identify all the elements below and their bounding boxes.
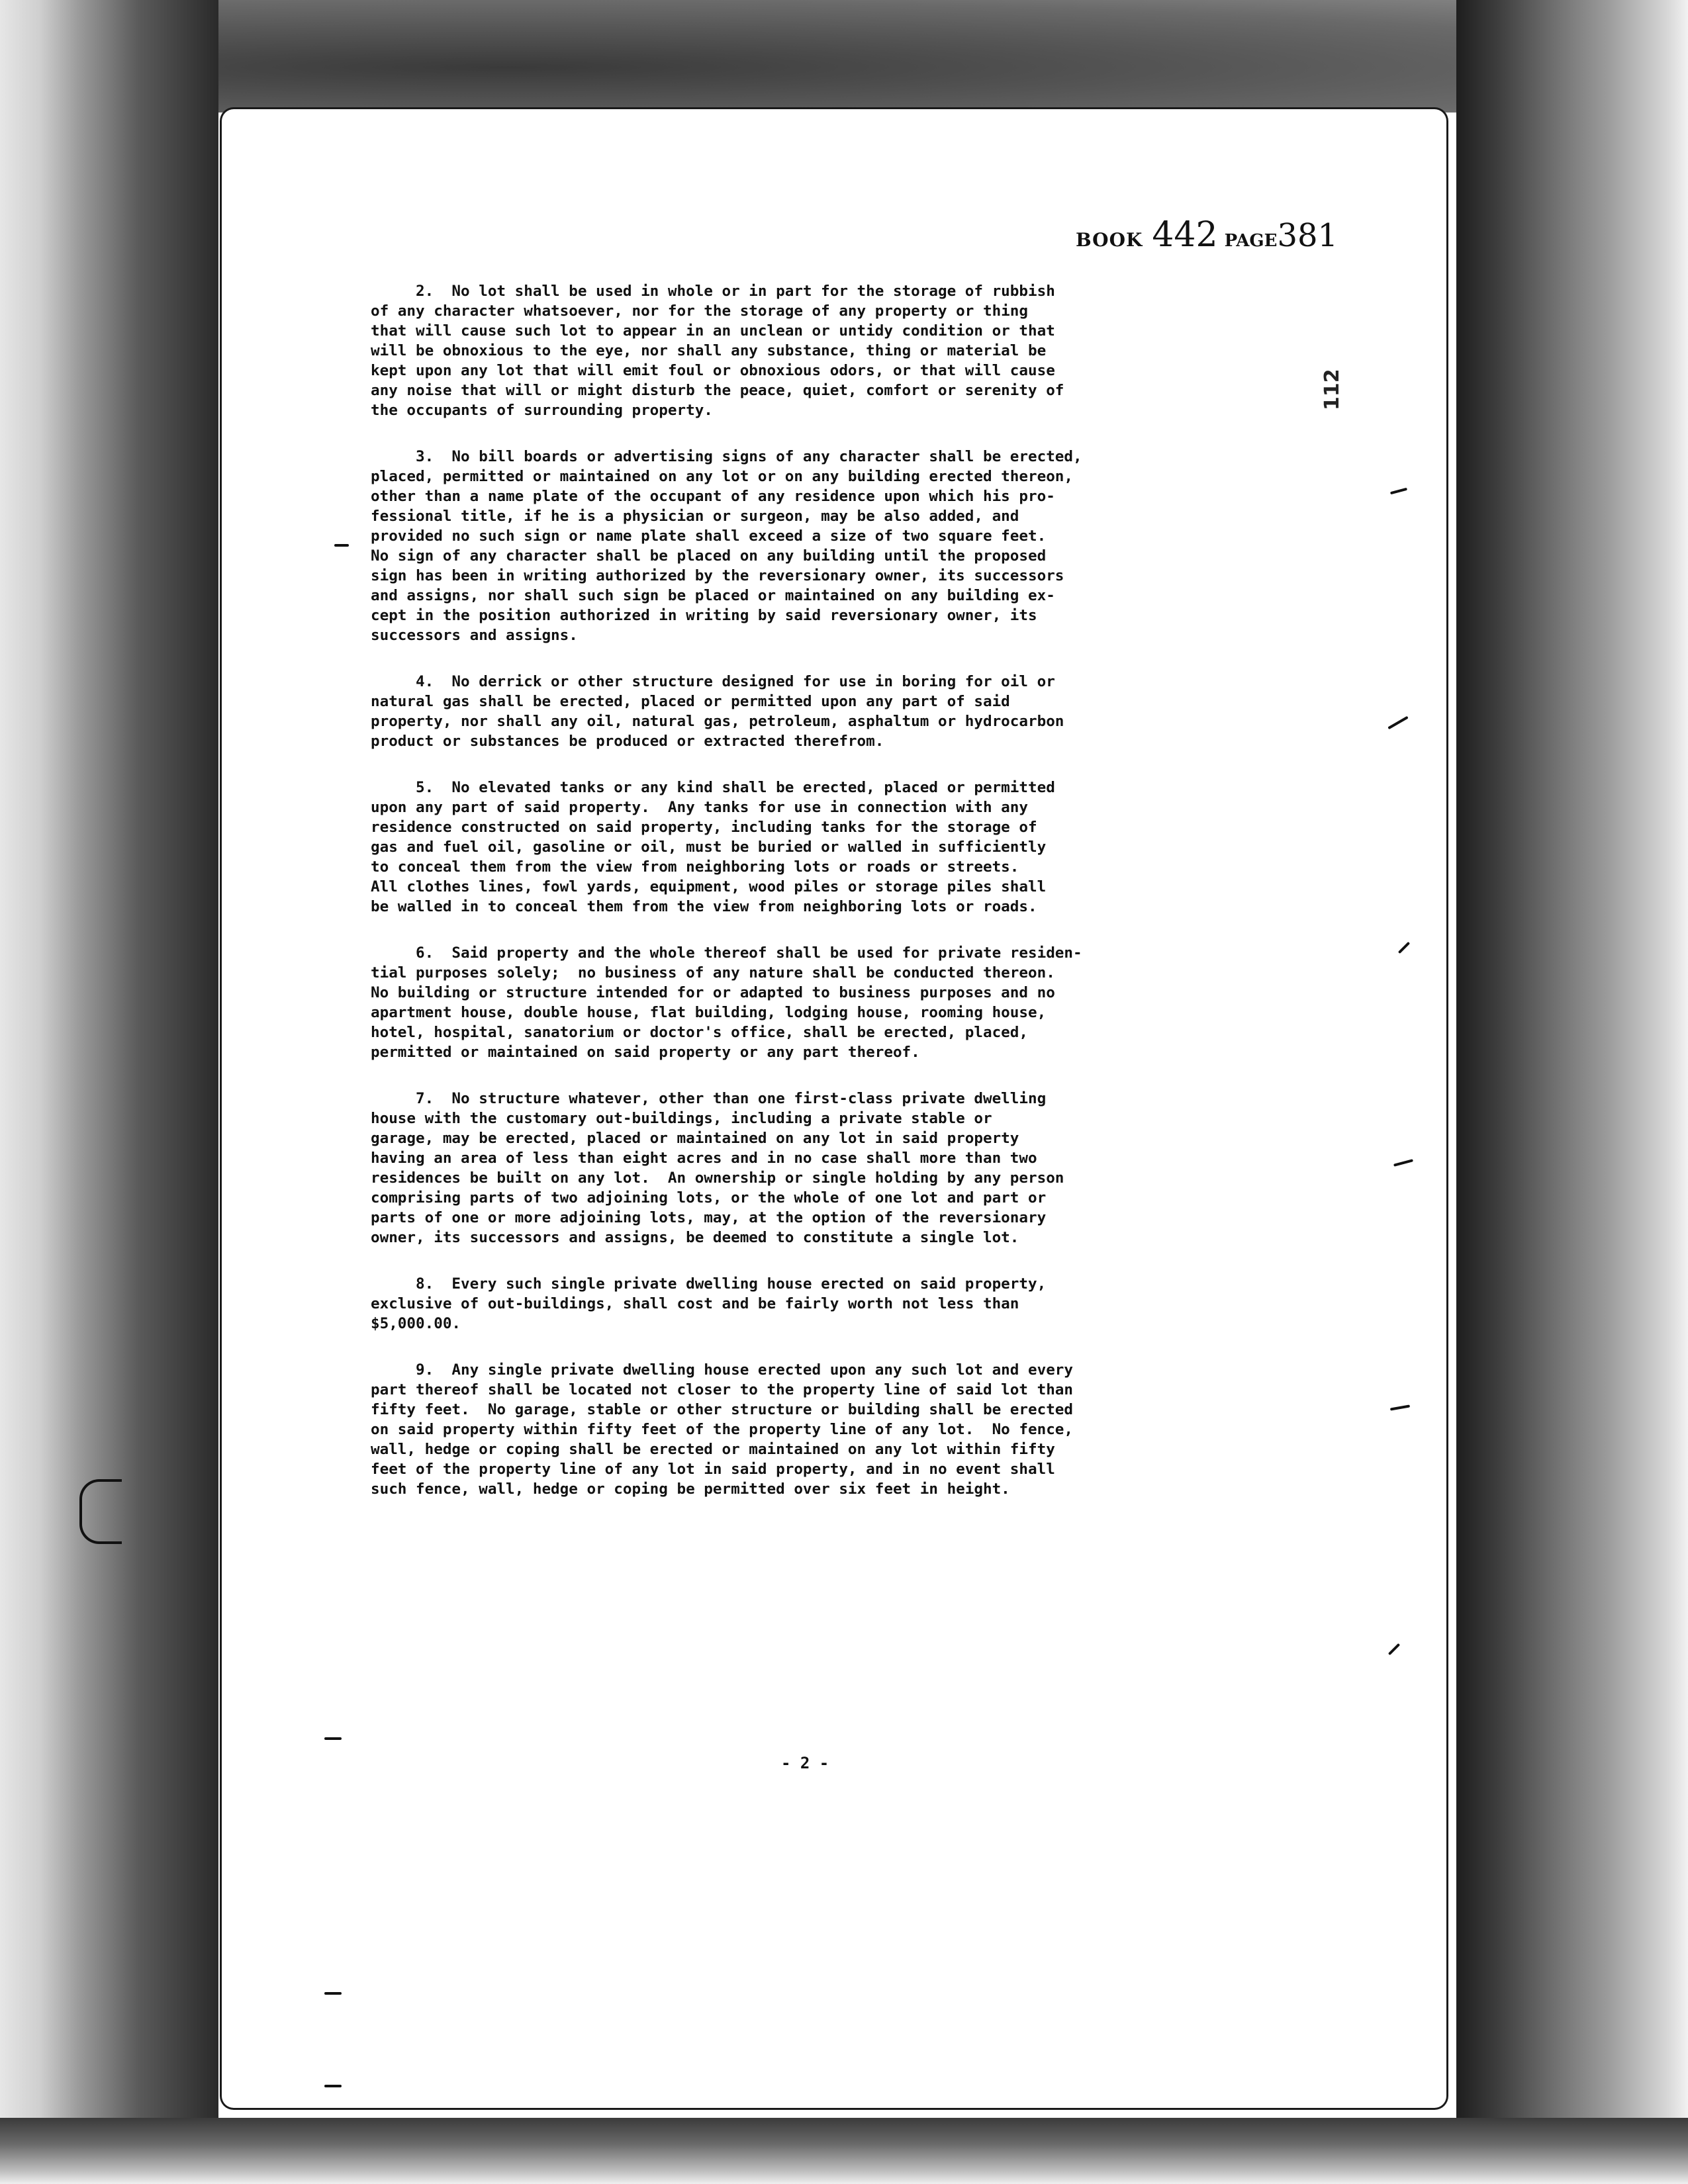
paragraph-6: 6. Said property and the whole thereof shall be used for private residen- tial purposes solely; no business of any nature shall be conducted thereon. No building or structure intended for or adapted to business purposes and no apartment house, double house, flat building, lodging house, rooming house, hotel, hospital, sanatorium or doctor's office, shall be erected, placed, permitted or maintained on said property or any part thereof. <box>371 944 1082 1061</box>
book-page-reference <box>1076 215 1338 255</box>
margin-note: 112 <box>1321 369 1344 410</box>
paragraph-8: 8. Every such single private dwelling house erected on said property, exclusive of out-buildings, shall cost and be fairly worth not less than $5,000.00. <box>371 1275 1047 1332</box>
paragraph-4: 4. No derrick or other structure designed for use in boring for oil or natural gas shall be erected, placed or permitted upon any part of said property, nor shall any oil, natural gas, petroleum, asphaltum or hydrocarbon product or substances be produced or extracted therefrom. <box>371 673 1064 750</box>
paragraph-9: 9. Any single private dwelling house erected upon any such lot and every part thereof shall be located not closer to the property line of said lot than fifty feet. No garage, stable or other structure or building shall be erected on said property within fifty feet of the property line of any lot. No fence, wall, hedge or coping shall be erected or maintained on any lot within fifty feet of the property line of any lot in said property, and in no event shall such fence, wall, hedge or coping be permitted over six feet in height. <box>371 1361 1074 1498</box>
bracket-mark <box>79 1479 122 1544</box>
scan-edge-bottom <box>0 2118 1688 2184</box>
margin-mark <box>324 2085 342 2087</box>
page-label: PAGE <box>1224 231 1278 251</box>
margin-mark <box>334 544 349 547</box>
book-label: BOOK <box>1076 229 1143 251</box>
paragraph-3: 3. No bill boards or advertising signs of any character shall be erected, placed, permitted or maintained on any lot or on any building erected thereon, other than a name plate of the occupant of any residence upon which his pro- fessional title, if he is a physician or surgeon, may be also added, and provided no such sign or name plate shall exceed a size of two square feet. No sign of any character shall be placed on any building until the proposed sign has been in writing authorized by the reversionary owner, its successors and assigns, nor shall such sign be placed or maintained on any building ex- cept in the position authorized in writing by said reversionary owner, its successors and assigns. <box>371 448 1082 644</box>
paragraph-7: 7. No structure whatever, other than one first-class private dwelling house with the customary out-buildings, including a private stable or garage, may be erected, placed or maintained on any lot in said property having an area of less than eight acres and in no case shall more than two residences be built on any lot. An ownership or single holding by any person comprising parts of two adjoining lots, or the whole of one lot and part or parts of one or more adjoining lots, may, at the option of the reversionary owner, its successors and assigns, be deemed to constitute a single lot. <box>371 1090 1064 1246</box>
paragraph-5: 5. No elevated tanks or any kind shall be erected, placed or permitted upon any part of said property. Any tanks for use in connection with any residence constructed on said property, including tanks for the storage of gas and fuel oil, gasoline or oil, must be buried or walled in sufficiently to conceal them from the view from neighboring lots or roads or streets. All clothes lines, fowl yards, equipment, wood piles or storage piles shall be walled in to conceal them from the view from neighboring lots or roads. <box>371 779 1055 915</box>
page-number: 381 <box>1277 217 1338 254</box>
margin-mark <box>324 1992 342 1995</box>
book-number: 442 <box>1152 215 1218 255</box>
paragraph-2: 2. No lot shall be used in whole or in part for the storage of rubbish of any character whatsoever, nor for the storage of any property or thing that will cause such lot to appear in an unclean or untidy condition or that will be obnoxious to the eye, nor shall any substance, thing or material be kept upon any lot that will emit foul or obnoxious odors, or that will cause any noise that will or might disturb the peace, quiet, comfort or serenity of the occupants of surrounding property. <box>371 283 1064 419</box>
scan-edge-right <box>1456 0 1688 2184</box>
document-body <box>371 281 1331 1525</box>
margin-mark <box>324 1737 342 1740</box>
page-footer-number: - 2 - <box>781 1754 829 1772</box>
scan-edge-left <box>0 0 218 2184</box>
scan-edge-top <box>0 0 1688 113</box>
